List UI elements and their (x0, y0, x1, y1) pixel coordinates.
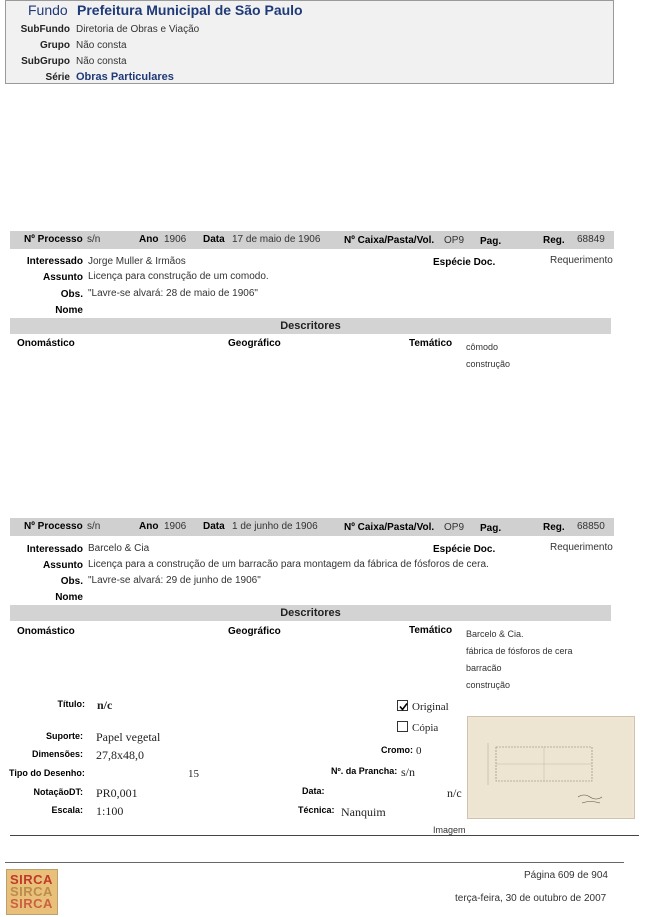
interessado-label: Interessado (26, 256, 83, 267)
process-bar (10, 231, 614, 249)
interessado-value: Barcelo & Cia (88, 543, 150, 554)
section-divider (10, 835, 639, 836)
ano-label: Ano (139, 521, 159, 532)
obs-label: Obs. (60, 289, 83, 300)
caixa-label: Nº Caixa/Pasta/Vol. (344, 522, 435, 533)
reg-label: Reg. (543, 235, 565, 246)
assunto-value: Licença para construção de um comodo. (88, 271, 269, 282)
serie-value: Obras Particulares (76, 71, 174, 83)
especie-label: Espécie Doc. (433, 257, 496, 268)
ano-value: 1906 (164, 521, 187, 532)
interessado-value: Jorge Muller & Irmãos (88, 256, 186, 267)
especie-value: Requerimento (550, 255, 613, 266)
logo-text: SIRCA (10, 884, 53, 899)
data-desenho-value: n/c (447, 786, 462, 800)
processo-label: Nº Processo (24, 234, 83, 245)
reg-value: 68850 (577, 521, 605, 532)
data-label: Data (203, 521, 225, 532)
tipo-desenho-value: 15 (188, 768, 199, 780)
subgrupo-label: SubGrupo (21, 56, 70, 67)
ano-value: 1906 (164, 234, 187, 245)
cromo-value: 0 (416, 745, 422, 757)
tecnica-label: Técnica: (298, 805, 335, 815)
tematico-item: construção (466, 359, 511, 369)
prancha-label: Nº. da Prancha: (331, 766, 398, 776)
assunto-value: Licença para a construção de um barracão para montagem da fábrica de fósforos de cera. (88, 559, 489, 570)
data-value: 1 de junho de 1906 (232, 521, 318, 532)
floor-plan-image (468, 717, 634, 818)
copia-checkbox[interactable] (397, 721, 408, 732)
data-value: 17 de maio de 1906 (232, 234, 321, 245)
drawing-image[interactable] (467, 716, 635, 819)
onomastico-label: Onomástico (17, 626, 75, 637)
subfundo-value: Diretoria de Obras e Viação (76, 24, 200, 35)
nome-label: Nome (55, 592, 83, 603)
suporte-label: Suporte: (46, 731, 83, 741)
notacao-value: PR0,001 (96, 786, 138, 800)
tematico-label: Temático (409, 338, 453, 349)
suporte-value: Papel vegetal (96, 730, 161, 744)
fundo-header (5, 0, 614, 84)
original-checkbox[interactable] (397, 700, 408, 711)
dimensoes-label: Dimensões: (31, 749, 83, 759)
data-label: Data (203, 234, 225, 245)
tematico-item: construção (466, 680, 511, 690)
titulo-value: n/c (97, 698, 113, 712)
logo-text: SIRCA (10, 872, 53, 887)
geografico-label: Geográfico (228, 626, 281, 637)
interessado-label: Interessado (26, 544, 83, 555)
processo-value: s/n (87, 234, 101, 245)
caixa-label: Nº Caixa/Pasta/Vol. (344, 235, 435, 246)
cromo-label: Cromo: (381, 745, 413, 755)
dimensoes-value: 27,8x48,0 (96, 748, 144, 762)
tipo-desenho-label: Tipo do Desenho: (9, 768, 85, 778)
descritores-header: Descritores (10, 318, 611, 334)
assunto-label: Assunto (43, 560, 83, 571)
notacao-label: NotaçãoDT: (33, 787, 83, 797)
pag-label: Pag. (480, 236, 502, 247)
descritores-header: Descritores (10, 605, 611, 621)
tematico-item: barracão (466, 663, 502, 673)
tematico-label: Temático (409, 625, 453, 636)
imagem-caption: Imagem (433, 825, 466, 835)
prancha-value: s/n (401, 765, 416, 779)
logo-text: SIRCA (10, 896, 53, 911)
obs-label: Obs. (60, 576, 83, 587)
ano-label: Ano (139, 234, 159, 245)
processo-label: Nº Processo (24, 521, 83, 532)
tematico-item: cômodo (466, 342, 499, 352)
fundo-value: Prefeitura Municipal de São Paulo (77, 2, 303, 18)
especie-label: Espécie Doc. (433, 544, 496, 555)
footer-divider (5, 862, 624, 863)
escala-label: Escala: (51, 805, 83, 815)
footer-date: terça-feira, 30 de outubro de 2007 (455, 893, 607, 904)
escala-value: 1:100 (96, 804, 124, 818)
reg-label: Reg. (543, 522, 565, 533)
grupo-value: Não consta (76, 40, 127, 51)
copia-label: Cópia (412, 722, 439, 734)
caixa-value: OP9 (444, 235, 465, 246)
fundo-label: Fundo (28, 2, 68, 18)
process-bar (10, 518, 614, 536)
processo-value: s/n (87, 521, 101, 532)
sirca-logo (6, 869, 58, 915)
original-label: Original (412, 701, 449, 713)
caixa-value: OP9 (444, 522, 465, 533)
onomastico-label: Onomástico (17, 338, 75, 349)
data-desenho-label: Data: (302, 786, 325, 796)
check-icon (398, 701, 409, 712)
serie-label: Série (45, 72, 70, 83)
especie-value: Requerimento (550, 542, 613, 553)
nome-label: Nome (55, 305, 83, 316)
grupo-label: Grupo (40, 40, 70, 51)
reg-value: 68849 (577, 234, 605, 245)
page-number: Página 609 de 904 (524, 870, 608, 881)
pag-label: Pag. (480, 523, 502, 534)
tecnica-value: Nanquim (341, 805, 386, 819)
tematico-item: Barcelo & Cia. (466, 629, 524, 639)
subgrupo-value: Não consta (76, 56, 127, 67)
tematico-item: fábrica de fósforos de cera (466, 646, 573, 656)
obs-value: "Lavre-se alvará: 28 de maio de 1906" (88, 288, 258, 299)
geografico-label: Geográfico (228, 338, 281, 349)
assunto-label: Assunto (43, 272, 83, 283)
titulo-label: Título: (57, 699, 85, 709)
obs-value: "Lavre-se alvará: 29 de junho de 1906" (88, 575, 261, 586)
subfundo-label: SubFundo (20, 24, 70, 35)
